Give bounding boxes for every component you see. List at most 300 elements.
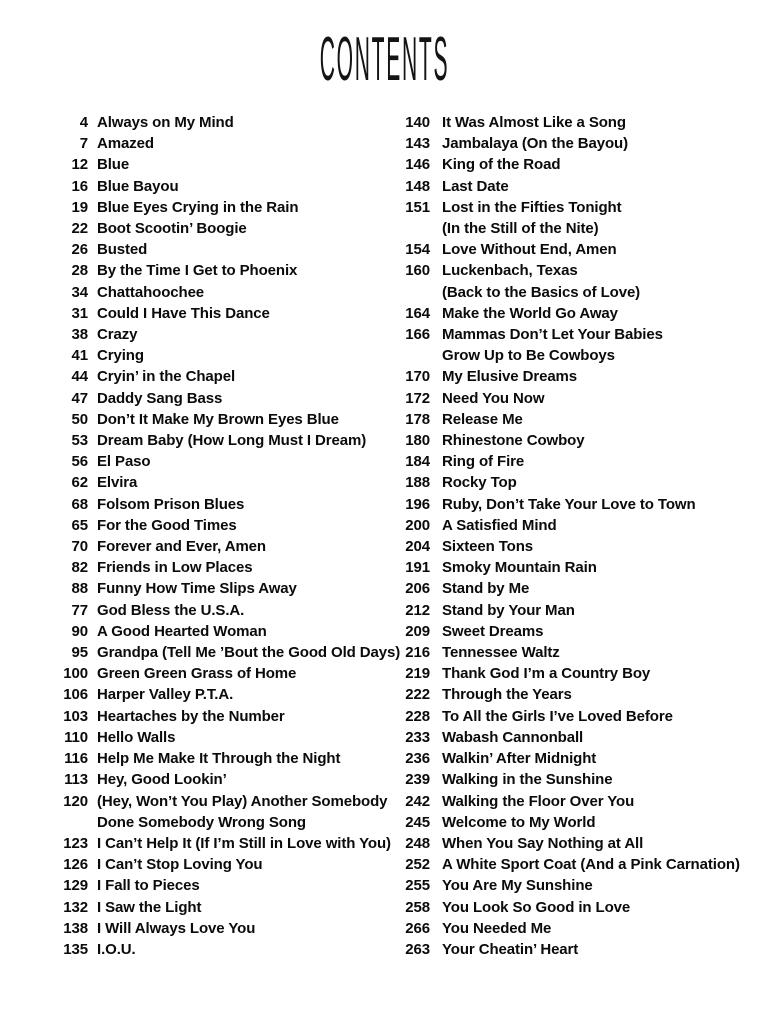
song-title: Walking in the Sunshine <box>442 771 613 789</box>
toc-entry-row <box>345 791 768 812</box>
toc-entry-row <box>345 918 768 939</box>
page-number: 188 <box>405 474 430 492</box>
toc-entry-row <box>0 154 345 175</box>
page-number: 41 <box>71 347 88 365</box>
song-title: Elvira <box>97 474 138 492</box>
toc-entry <box>345 154 768 175</box>
toc-entry <box>0 260 345 281</box>
toc-entry <box>345 939 768 960</box>
song-title: Grandpa (Tell Me ’Bout the Good Old Days) <box>97 644 401 662</box>
toc-entry <box>0 239 345 260</box>
song-title: You Needed Me <box>442 919 552 937</box>
song-title: Thank God I’m a Country Boy <box>442 665 651 683</box>
toc-entry-row <box>0 684 345 705</box>
page-number: 70 <box>71 538 88 556</box>
toc-entry <box>0 833 391 854</box>
song-title: Blue Bayou <box>97 177 179 195</box>
page-number: 170 <box>405 368 430 386</box>
toc-entry <box>345 769 768 790</box>
toc-entry-row <box>345 536 768 557</box>
song-title: By the Time I Get to Phoenix <box>97 262 298 280</box>
toc-entry <box>345 197 768 239</box>
toc-entry <box>345 812 768 833</box>
song-title: For the Good Times <box>97 516 237 534</box>
page-number: 77 <box>71 601 88 619</box>
toc-entry <box>345 727 768 748</box>
page-number: 132 <box>63 898 88 916</box>
toc-entry-row <box>345 663 768 684</box>
page-number: 68 <box>71 495 88 513</box>
song-title: I Will Always Love You <box>97 919 256 937</box>
page-number: 216 <box>405 644 430 662</box>
toc-entry <box>0 218 345 239</box>
toc-entry <box>0 748 345 769</box>
page-number: 7 <box>79 135 88 153</box>
song-title: Sweet Dreams <box>442 622 544 640</box>
toc-entry-row <box>345 578 768 599</box>
toc-entry-row <box>345 154 768 175</box>
page-number: 22 <box>71 220 88 238</box>
page-number: 110 <box>64 728 88 746</box>
song-title: King of the Road <box>442 156 561 174</box>
song-title: Smoky Mountain Rain <box>442 559 597 577</box>
page-number: 16 <box>71 177 88 195</box>
toc-entry <box>345 578 768 599</box>
page-number: 252 <box>405 856 430 874</box>
toc-entry-row <box>345 557 768 578</box>
toc-entry <box>345 536 768 557</box>
song-title: You Are My Sunshine <box>442 877 593 895</box>
song-title: Your Cheatin’ Heart <box>442 940 579 958</box>
page-number: 116 <box>64 750 88 768</box>
toc-entry-row <box>0 282 345 303</box>
page-number: 88 <box>71 580 88 598</box>
song-title: Luckenbach, Texas <box>442 262 578 280</box>
song-title: Love Without End, Amen <box>442 241 617 259</box>
toc-entry <box>345 388 768 409</box>
page-number: 245 <box>405 813 430 831</box>
song-title: I Fall to Pieces <box>97 877 200 895</box>
page-number: 151 <box>405 198 430 216</box>
toc-entry <box>345 621 768 642</box>
page-number: 160 <box>405 262 430 280</box>
song-title: Green Green Grass of Home <box>97 665 297 683</box>
page-number: 228 <box>405 707 430 725</box>
song-title: It Was Almost Like a Song <box>442 114 626 131</box>
song-title: Lost in the Fifties Tonight <box>442 198 622 216</box>
page-title-text: CONTENTS <box>319 25 449 94</box>
song-title: Funny How Time Slips Away <box>97 580 297 598</box>
page-number: 140 <box>405 114 430 131</box>
toc-entry <box>345 600 768 621</box>
toc-entry <box>345 663 768 684</box>
toc-entry <box>345 430 768 451</box>
page-number: 148 <box>405 177 430 195</box>
toc-entry <box>0 791 388 833</box>
page-number: 166 <box>405 326 430 344</box>
page-number: 38 <box>71 326 88 344</box>
song-title: Wabash Cannonball <box>442 728 584 746</box>
toc-entry <box>345 451 768 472</box>
toc-entry <box>0 897 345 918</box>
toc-entry-row <box>0 600 345 621</box>
toc-entry <box>0 112 345 133</box>
page-number: 129 <box>63 877 88 895</box>
song-title: Welcome to My World <box>442 813 596 831</box>
page-number: 204 <box>405 538 430 556</box>
toc-entry-row <box>345 239 768 260</box>
page-number: 248 <box>405 834 430 852</box>
song-title: Cryin’ in the Chapel <box>97 368 236 386</box>
song-title: Through the Years <box>442 686 572 704</box>
song-title: Mammas Don’t Let Your Babies <box>442 326 663 344</box>
song-title: Walkin’ After Midnight <box>442 750 597 768</box>
toc-entry <box>0 388 345 409</box>
page-number: 239 <box>405 771 430 789</box>
toc-entry <box>345 366 768 387</box>
toc-entry-row <box>345 897 768 918</box>
song-title: (Hey, Won’t You Play) Another Somebody <box>97 792 388 810</box>
page-number: 113 <box>64 771 88 789</box>
page-number: 196 <box>405 495 430 513</box>
toc-entry-row <box>0 769 345 790</box>
toc-entry-row <box>0 494 345 515</box>
page-number: 258 <box>405 898 430 916</box>
toc-entry-row <box>0 642 401 663</box>
toc-entry <box>0 875 345 896</box>
page-number: 266 <box>405 919 430 937</box>
toc-entry-row <box>345 600 768 621</box>
toc-entry <box>0 684 345 705</box>
toc-entry <box>345 515 768 536</box>
song-title: Rocky Top <box>442 474 517 492</box>
song-title: Crying <box>97 347 144 365</box>
page-number: 95 <box>71 644 88 662</box>
toc-entry <box>345 854 768 875</box>
page-number: 106 <box>63 686 88 704</box>
page-number: 206 <box>405 580 430 598</box>
toc-entry-row <box>345 833 768 854</box>
song-title: Could I Have This Dance <box>97 304 270 322</box>
toc-entry <box>0 663 345 684</box>
toc-entry <box>0 727 345 748</box>
toc-entry-row <box>0 409 345 430</box>
toc-entry-row <box>345 706 768 727</box>
toc-entry <box>345 706 768 727</box>
toc-entry-row <box>345 451 768 472</box>
toc-entry <box>0 451 345 472</box>
toc-entry <box>345 642 768 663</box>
page-number: 184 <box>405 453 430 471</box>
song-title: Rhinestone Cowboy <box>442 432 585 450</box>
song-title: Daddy Sang Bass <box>97 389 223 407</box>
page-number: 62 <box>71 474 88 492</box>
song-title: Blue Eyes Crying in the Rain <box>97 198 299 216</box>
toc-entry <box>345 303 768 324</box>
toc-entry-row <box>0 578 345 599</box>
toc-entry <box>345 260 768 302</box>
song-title: Release Me <box>442 410 523 428</box>
toc-entry-row <box>0 133 345 154</box>
song-title: Boot Scootin’ Boogie <box>97 220 247 238</box>
page-number: 212 <box>405 601 430 619</box>
toc-entry <box>0 769 345 790</box>
page-number: 154 <box>405 241 430 259</box>
toc-entry-row <box>345 260 768 281</box>
toc-entry-row <box>0 706 345 727</box>
toc-entry-row <box>0 303 345 324</box>
toc-entry <box>345 897 768 918</box>
toc-entry <box>0 366 345 387</box>
toc-entry-row <box>0 218 345 239</box>
page-number: 50 <box>71 410 88 428</box>
toc-entry-row <box>0 197 345 218</box>
toc-column-right <box>345 112 768 960</box>
page-number: 209 <box>405 622 430 640</box>
toc-entry-row <box>0 239 345 260</box>
toc-entry-row <box>345 197 768 218</box>
toc-entry <box>345 324 768 366</box>
page-number: 56 <box>71 453 88 471</box>
toc-entry-row <box>0 536 345 557</box>
toc-entry <box>0 621 345 642</box>
toc-entry <box>0 282 345 303</box>
toc-entry-row <box>345 176 768 197</box>
song-title: Stand by Me <box>442 580 530 598</box>
page-number: 135 <box>63 940 88 958</box>
toc-entry-row <box>0 366 345 387</box>
toc-entry <box>345 494 768 515</box>
song-title: Friends in Low Places <box>97 559 253 577</box>
page-number: 28 <box>71 262 88 280</box>
page-number: 12 <box>71 156 88 174</box>
toc-entry <box>0 303 345 324</box>
song-title: God Bless the U.S.A. <box>97 601 245 619</box>
toc-entry-row <box>345 366 768 387</box>
toc-entry-row <box>0 345 345 366</box>
song-title: Make the World Go Away <box>442 304 618 322</box>
page-number: 103 <box>63 707 88 725</box>
toc-entry <box>345 791 768 812</box>
toc-entry-row <box>345 684 768 705</box>
toc-entry <box>0 133 345 154</box>
page-number: 53 <box>71 432 88 450</box>
toc-entry <box>0 515 345 536</box>
toc-entry-row <box>0 260 345 281</box>
toc-entry <box>0 557 345 578</box>
song-title: When You Say Nothing at All <box>442 834 644 852</box>
song-title: Jambalaya (On the Bayou) <box>442 135 628 153</box>
toc-entry-row <box>345 875 768 896</box>
page-number: 100 <box>63 665 88 683</box>
page-number: 120 <box>63 792 88 810</box>
toc-entry-row <box>0 430 367 451</box>
toc-entry-row <box>345 515 768 536</box>
song-title: Ring of Fire <box>442 453 525 471</box>
toc-entry <box>345 472 768 493</box>
page-number: 126 <box>63 856 88 874</box>
toc-entry <box>0 197 345 218</box>
song-title: Forever and Ever, Amen <box>97 538 266 556</box>
page-number: 180 <box>405 432 430 450</box>
toc-entry-row <box>345 854 768 875</box>
toc-entry-row <box>345 303 768 324</box>
toc-entry <box>345 112 768 133</box>
toc-entry-row <box>0 557 345 578</box>
page-number: 242 <box>405 792 430 810</box>
song-title: Busted <box>97 241 148 259</box>
toc-entry <box>0 154 345 175</box>
toc-entry-row <box>0 388 345 409</box>
toc-entry <box>345 875 768 896</box>
page-number: 200 <box>405 516 430 534</box>
song-title: A Good Hearted Woman <box>97 622 267 640</box>
song-title: Stand by Your Man <box>442 601 575 619</box>
song-title-line2: Grow Up to Be Cowboys <box>442 347 615 365</box>
song-title-line2: (In the Still of the Nite) <box>442 220 599 238</box>
toc-entry-row <box>0 748 345 769</box>
song-title: I.O.U. <box>97 940 136 958</box>
toc-entry <box>0 472 345 493</box>
toc-entry-row <box>0 515 345 536</box>
toc-entry-row <box>345 409 768 430</box>
toc-entry-row <box>345 133 768 154</box>
page-number: 47 <box>71 389 88 407</box>
toc-entry-row <box>345 769 768 790</box>
song-title: Folsom Prison Blues <box>97 495 245 513</box>
song-title: Amazed <box>97 135 154 153</box>
toc-entry <box>0 430 367 451</box>
toc-entry <box>0 345 345 366</box>
song-title: Walking the Floor Over You <box>442 792 635 810</box>
song-title: My Elusive Dreams <box>442 368 578 386</box>
song-title: Dream Baby (How Long Must I Dream) <box>97 432 367 450</box>
page-number: 219 <box>405 665 430 683</box>
page-number: 138 <box>63 919 88 937</box>
page-number: 222 <box>405 686 430 704</box>
toc-entry <box>0 918 345 939</box>
song-title: Need You Now <box>442 389 545 407</box>
song-title: I Saw the Light <box>97 898 202 916</box>
toc-entry-row <box>0 663 345 684</box>
page-number: 191 <box>405 559 430 577</box>
toc-entry <box>345 833 768 854</box>
toc-entry <box>0 176 345 197</box>
page-number: 236 <box>405 750 430 768</box>
song-title: A White Sport Coat (And a Pink Carnation) <box>442 856 740 874</box>
toc-column-left <box>0 112 401 960</box>
page-number: 65 <box>71 516 88 534</box>
toc-entry-row <box>345 430 768 451</box>
song-title: A Satisfied Mind <box>442 516 557 534</box>
toc-entry <box>345 918 768 939</box>
song-title: Harper Valley P.T.A. <box>97 686 234 704</box>
page-number: 123 <box>63 834 88 852</box>
toc-entry <box>345 239 768 260</box>
song-title: Always on My Mind <box>97 114 234 131</box>
toc-entry <box>345 409 768 430</box>
song-title: Sixteen Tons <box>442 538 534 556</box>
toc-entry-row <box>345 748 768 769</box>
song-title: Ruby, Don’t Take Your Love to Town <box>442 495 696 513</box>
song-title: I Can’t Stop Loving You <box>97 856 263 874</box>
toc-entry-row <box>345 812 768 833</box>
page-number: 19 <box>71 198 88 216</box>
toc-entry <box>0 409 345 430</box>
page-number: 90 <box>71 622 88 640</box>
toc-entry <box>345 748 768 769</box>
toc-entry <box>0 939 345 960</box>
page-number: 34 <box>71 283 88 301</box>
page-title <box>0 25 768 94</box>
page-number: 263 <box>405 940 430 958</box>
toc-entry-row <box>345 727 768 748</box>
song-title: Hello Walls <box>97 728 176 746</box>
toc-entry-row <box>0 791 388 812</box>
song-title-line2: (Back to the Basics of Love) <box>442 283 641 301</box>
toc-entry-row <box>0 451 345 472</box>
toc-entry <box>0 600 345 621</box>
song-title: I Can’t Help It (If I’m Still in Love with You) <box>97 834 391 852</box>
page-number: 82 <box>71 559 88 577</box>
toc-entry <box>0 642 401 663</box>
toc-entry-row <box>345 112 768 133</box>
toc-entry <box>0 536 345 557</box>
toc-entry-row <box>0 854 345 875</box>
toc-entry-row <box>345 472 768 493</box>
toc-entry-row <box>0 324 345 345</box>
toc-entry <box>0 578 345 599</box>
page-number: 233 <box>405 728 430 746</box>
page-number: 146 <box>405 156 430 174</box>
toc-entry <box>0 706 345 727</box>
toc-entry-row <box>0 897 345 918</box>
page-number: 31 <box>71 304 88 322</box>
toc-entry-row <box>345 939 768 960</box>
toc-entry-row <box>0 112 345 133</box>
page-number: 44 <box>71 368 88 386</box>
toc-entry-row <box>0 176 345 197</box>
toc-entry-row <box>345 494 768 515</box>
song-title: Help Me Make It Through the Night <box>97 750 341 768</box>
toc-entry-row <box>345 642 768 663</box>
page-number: 4 <box>79 114 88 131</box>
toc-entry <box>0 494 345 515</box>
song-title: You Look So Good in Love <box>442 898 631 916</box>
toc-entry-row <box>0 727 345 748</box>
page-number: 143 <box>405 135 430 153</box>
song-title: El Paso <box>97 453 151 471</box>
song-title: Tennessee Waltz <box>442 644 560 662</box>
toc-entry-row <box>0 472 345 493</box>
toc-entry <box>345 557 768 578</box>
song-title: Don’t It Make My Brown Eyes Blue <box>97 410 339 428</box>
toc-entry-row <box>0 918 345 939</box>
toc-entry <box>345 133 768 154</box>
page-number: 178 <box>405 410 430 428</box>
table-of-contents <box>0 112 768 960</box>
toc-entry-row <box>345 324 768 345</box>
toc-entry <box>345 176 768 197</box>
toc-entry-row <box>0 833 391 854</box>
song-title-line2: Done Somebody Wrong Song <box>97 813 306 831</box>
song-title: Heartaches by the Number <box>97 707 285 725</box>
page-number: 26 <box>71 241 88 259</box>
toc-entry-row <box>345 388 768 409</box>
page-number: 255 <box>405 877 430 895</box>
song-title: Blue <box>97 156 130 174</box>
toc-entry <box>345 684 768 705</box>
